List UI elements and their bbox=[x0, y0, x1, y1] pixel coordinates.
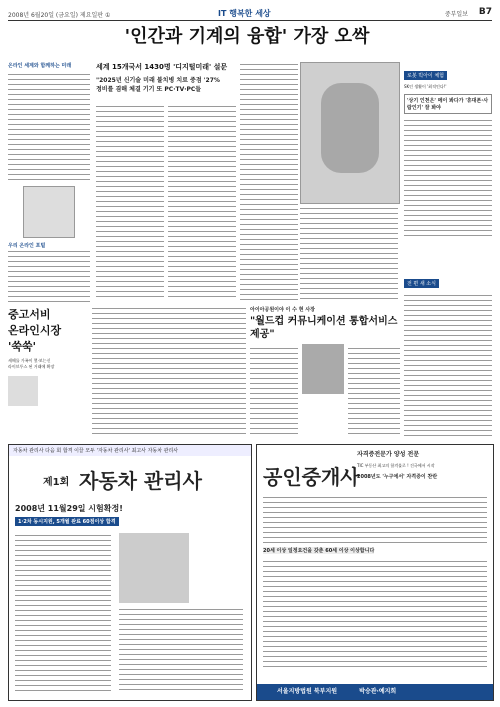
broker-ad-court: 서울지방법원 북부지원 bbox=[277, 688, 338, 695]
lower-left-article bbox=[8, 306, 88, 441]
page-header bbox=[8, 6, 492, 21]
page-number: B7 bbox=[478, 7, 492, 17]
main-article-body-2 bbox=[168, 104, 236, 300]
lower-left-headline-1: 중고서비 bbox=[8, 308, 51, 321]
main-deck-1: "2025년 신기술 미래 불치병 치료 중점 '27% bbox=[96, 77, 220, 84]
right-sidebar bbox=[404, 62, 492, 267]
right-sidebar-text-2 bbox=[404, 293, 492, 440]
broker-ad-top: 자격증전문가 양성 전문 bbox=[357, 451, 420, 458]
left-column-sub: 우리 온라인 포털 bbox=[8, 243, 46, 249]
broker-ad-names: 박승관·예지희 bbox=[359, 688, 397, 695]
broker-ad-note: 20세 이상 일정요건을 갖춘 60세 이상 이상합니다 bbox=[263, 548, 375, 554]
right-sidebar-title: 로봇 빅아이 체험 bbox=[404, 71, 447, 80]
auto-ad-sub: 1·2차 동시지원, 5개월 완료 60점이상 합격 bbox=[15, 517, 119, 526]
lower-left-headline-3: '쑥쑥' bbox=[8, 340, 36, 353]
interview-photo bbox=[302, 344, 344, 394]
publisher-name: 중부일보 bbox=[444, 11, 468, 18]
lower-middle-article bbox=[92, 306, 246, 438]
right-sidebar-subtitle: SK인 생활이 '최적인다!' bbox=[404, 84, 447, 89]
interview-label: 아이아공원이야 이 수 현 사장 bbox=[250, 307, 315, 313]
left-column bbox=[8, 62, 90, 302]
broker-ad-bottom-bar bbox=[257, 684, 493, 700]
interview-headline: "월드컵 커뮤니케이션 통합서비스 제공" bbox=[250, 316, 398, 340]
main-article-body-4 bbox=[300, 206, 398, 300]
right-sidebar-2 bbox=[404, 270, 492, 440]
lower-left-caption-1: 새해를 가족이 몇·보는신 bbox=[8, 358, 51, 363]
main-article-photo bbox=[300, 62, 400, 204]
lower-left-image bbox=[8, 376, 38, 406]
left-column-image bbox=[23, 186, 75, 238]
auto-ad-date: 2008년 11월29일 시험확정! bbox=[15, 504, 123, 513]
main-deck-2: 정비를 겸해 체결 기기 또 PC·TV·PC들 bbox=[96, 86, 202, 93]
broker-ad-title: 공인중개사 bbox=[263, 465, 360, 489]
auto-ad-details-2 bbox=[119, 607, 243, 691]
broker-ad-line: TIC 부동산 최고의 합격률로 ! 건국에서 시작 bbox=[357, 463, 435, 468]
lower-left-headline-2: 온라인시장 bbox=[8, 324, 62, 337]
main-article-body-1 bbox=[96, 104, 164, 300]
main-subhead: 세계 15개국서 1430명 '디지털미래' 설문 bbox=[96, 63, 228, 71]
interview-text-2 bbox=[348, 346, 400, 436]
section-title: IT 행복한 세상 bbox=[218, 9, 271, 18]
auto-ad-top-line: 자동차 관리사 다음 회 합격 이끌 모두 '자동차 관리사' 최고사 자동차 관리사 bbox=[9, 445, 251, 456]
auto-ad-number: 제1회 bbox=[43, 477, 70, 488]
auto-manager-ad[interactable] bbox=[8, 444, 252, 701]
auto-ad-details bbox=[15, 533, 111, 693]
auto-ad-title: 자동차 관리사 bbox=[79, 469, 202, 493]
main-article-body-3 bbox=[240, 62, 298, 300]
interview-block bbox=[250, 306, 400, 438]
left-column-title: 온라인 세계와 함께하는 미래 bbox=[8, 63, 72, 69]
left-column-text bbox=[8, 72, 90, 182]
issue-date: 2008년 6월20일 (금요일) 제요일판 ① bbox=[8, 12, 111, 19]
interview-text bbox=[250, 346, 298, 436]
real-estate-broker-ad[interactable] bbox=[256, 444, 494, 701]
robot-hand-image bbox=[321, 83, 379, 173]
broker-ad-year: 2008년도 '누구에서' 자격증이 찬란 bbox=[357, 474, 438, 480]
main-headline: '인간과 기계의 융합' 가장 오싹 bbox=[124, 26, 370, 47]
lower-left-caption-2: 라이브투스 된 거래에 확장 bbox=[8, 364, 55, 369]
auto-ad-image bbox=[119, 533, 189, 603]
left-column-text-2 bbox=[8, 249, 90, 302]
right-sidebar-quote: '상기 인천은' 메이 봐다가 '휴대폰·사람인기' 잘 봐야 bbox=[404, 94, 492, 114]
right-sidebar-text bbox=[404, 118, 492, 238]
broker-ad-details-2 bbox=[263, 559, 487, 669]
main-headline-block bbox=[96, 22, 398, 58]
broker-ad-details bbox=[263, 495, 487, 543]
right-sidebar-bottom-tag: 전 편 새 소식 bbox=[404, 279, 439, 288]
